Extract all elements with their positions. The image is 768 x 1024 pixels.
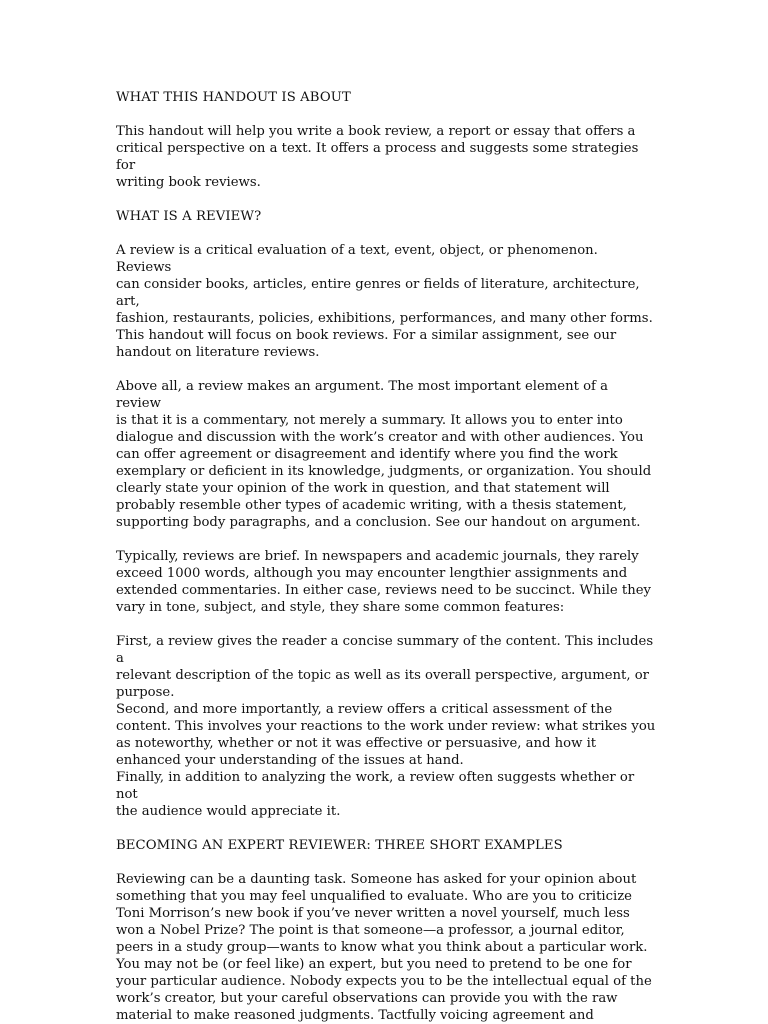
paragraph-gap <box>116 106 656 123</box>
paragraph-gap <box>116 361 656 378</box>
paragraph-review-features: First, a review gives the reader a concise summary of the content. This includes a relevant description of the topic as well as its overall perspective, argument, or purpose. Second, and more importantly, a review offers a critical assessment of the content. This involves your reactions to the work under review: what strikes you as noteworthy, whether or not it was effective or persuasive, and how it enhanced your understanding of the issues at hand. Finally, in addition to analyzing the work, a review often suggests whether or not the audience would appreciate it. <box>116 634 656 819</box>
paragraph-handout-intro: This handout will help you write a book review, a report or essay that offers a critical perspective on a text. It offers a process and suggests some strategies for writing book reviews. <box>116 124 639 190</box>
heading-becoming-an-expert-reviewer: BECOMING AN EXPERT REVIEWER: THREE SHORT EXAMPLES <box>116 838 563 853</box>
heading-what-is-a-review: WHAT IS A REVIEW? <box>116 209 262 224</box>
paragraph-gap <box>116 854 656 871</box>
paragraph-reviewing-daunting: Reviewing can be a daunting task. Someone has asked for your opinion about something that you may feel unqualified to evaluate. Who are you to criticize Toni Morrison’s new book if you’ve never written a novel yourself, much less won a Nobel Prize? The point is that someone—a professor, a journal editor, peers in a study group—wants to know what you think about a particular work. You may not be (or feel like) an expert, but you need to pretend to be one for your particular audience. Nobody expects you to be the intellectual equal of the work’s creator, but your careful observations can provide you with the raw material to make reasoned judgments. Tactfully voicing agreement and <box>116 872 652 1023</box>
paragraph-review-argument: Above all, a review makes an argument. The most important element of a review is that it is a commentary, not merely a summary. It allows you to enter into dialogue and discussion with the work’s creator and with other audiences. You can offer agreement or disagreement and identify where you find the work exemplary or deficient in its knowledge, judgments, or organization. You should clearly state your opinion of the work in question, and that statement will probably resemble other types of academic writing, with a thesis statement, supporting body paragraphs, and a conclusion. See our handout on argument. <box>116 379 652 530</box>
paragraph-review-definition: A review is a critical evaluation of a text, event, object, or phenomenon. Reviews can consider books, articles, entire genres or fields of literature, architecture, art, fashion, restaurants, policies, exhibitions, performances, and many other forms. This handout will focus on book reviews. For a similar assignment, see our handout on literature reviews. <box>116 243 653 360</box>
paragraph-gap <box>116 191 656 208</box>
paragraph-review-length: Typically, reviews are brief. In newspapers and academic journals, they rarely exceed 1000 words, although you may encounter lengthier assignments and extended commentaries. In either case, reviews need to be succinct. While they vary in tone, subject, and style, they share some common features: <box>116 549 651 615</box>
heading-what-this-handout-is-about: WHAT THIS HANDOUT IS ABOUT <box>116 90 351 105</box>
document-page <box>116 89 656 1024</box>
paragraph-gap <box>116 820 656 837</box>
paragraph-gap <box>116 616 656 633</box>
paragraph-gap <box>116 531 656 548</box>
paragraph-gap <box>116 225 656 242</box>
